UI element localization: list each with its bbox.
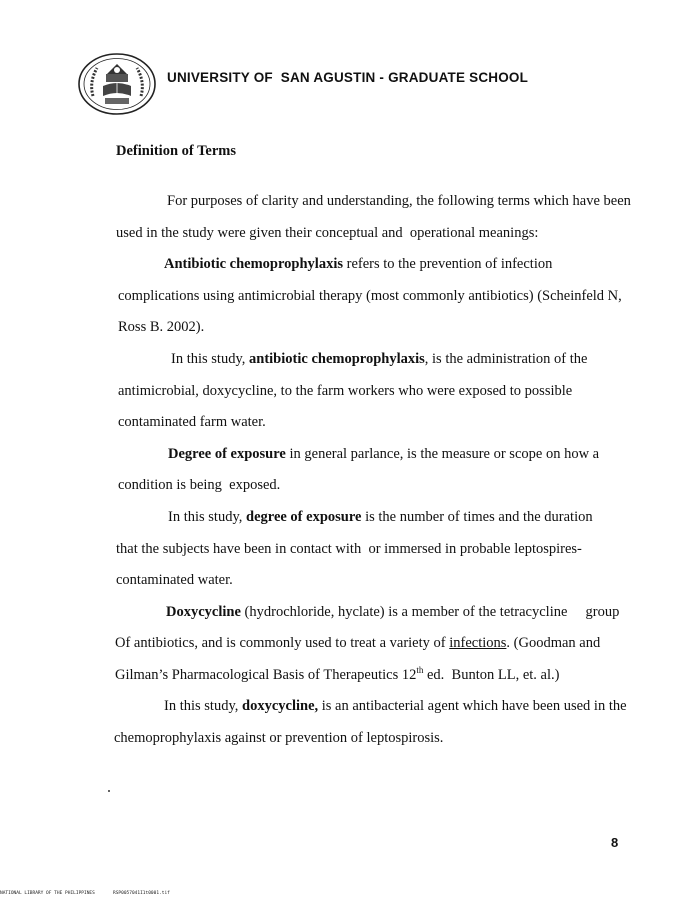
text-span: , is the administration of the	[424, 351, 588, 367]
text-line: antimicrobial, doxycycline, to the farm workers who were exposed to possible	[118, 383, 573, 399]
term-degree-of-exposure: Degree of exposure	[168, 446, 286, 462]
text-line: chemoprophylaxis against or prevention of leptospirosis.	[114, 730, 444, 746]
text-span: is the number of times and the duration	[361, 509, 593, 525]
term-doxycycline: Doxycycline	[166, 604, 241, 620]
stray-mark	[108, 790, 110, 792]
footer-library-stamp: NATIONAL LIBRARY OF THE PHILIPPINES	[0, 891, 95, 896]
term-doxycycline: doxycycline,	[242, 698, 319, 714]
text-span: . (Goodman and	[506, 635, 601, 651]
text-span: Of antibiotics, and is commonly used to treat a variety of	[115, 635, 450, 651]
page-number: 8	[611, 835, 619, 850]
term-degree-of-exposure: degree of exposure	[246, 509, 362, 525]
text-line: contaminated water.	[116, 572, 233, 588]
text-line: For purposes of clarity and understanding, the following terms which have been	[167, 193, 631, 209]
text-line: condition is being exposed.	[118, 477, 281, 493]
text-line	[164, 256, 552, 273]
text-span: refers to the prevention of infection	[342, 256, 553, 272]
text-line	[115, 635, 600, 652]
text-span: ed. Bunton LL, et. al.)	[423, 667, 560, 683]
text-line	[164, 698, 627, 715]
term-antibiotic-chemoprophylaxis: Antibiotic chemoprophylaxis	[164, 256, 343, 272]
text-line: Ross B. 2002).	[118, 319, 205, 335]
superscript: th	[416, 665, 424, 676]
university-seal-logo	[77, 52, 157, 116]
text-span: in general parlance, is the measure or scope on how a	[285, 446, 600, 462]
text-span: Gilman’s Pharmacological Basis of Therapeutics 12	[115, 667, 417, 683]
footer-file-id: RSP0057041I1t0001.tif	[113, 891, 170, 896]
text-span: In this study,	[164, 698, 243, 714]
term-antibiotic-chemoprophylaxis: antibiotic chemoprophylaxis	[249, 351, 425, 367]
text-line	[115, 667, 559, 684]
text-line	[171, 351, 587, 368]
text-span: (hydrochloride, hyclate) is a member of the tetracycline group	[240, 604, 620, 620]
text-span: is an antibacterial agent which have been used in the	[318, 698, 627, 714]
text-line: used in the study were given their conceptual and operational meanings:	[116, 225, 539, 241]
text-line: that the subjects have been in contact with or immersed in probable leptospires-	[116, 541, 582, 557]
text-line	[168, 509, 593, 526]
infections-link[interactable]: infections	[449, 635, 507, 651]
text-line	[168, 446, 599, 463]
text-span: In this study,	[171, 351, 250, 367]
university-header-title: UNIVERSITY OF SAN AGUSTIN - GRADUATE SCHOOL	[167, 70, 529, 85]
text-line: complications using antimicrobial therapy (most commonly antibiotics) (Scheinfeld N,	[118, 288, 622, 304]
section-heading: Definition of Terms	[116, 143, 237, 159]
text-span: In this study,	[168, 509, 247, 525]
text-line: contaminated farm water.	[118, 414, 266, 430]
text-line	[166, 604, 619, 621]
